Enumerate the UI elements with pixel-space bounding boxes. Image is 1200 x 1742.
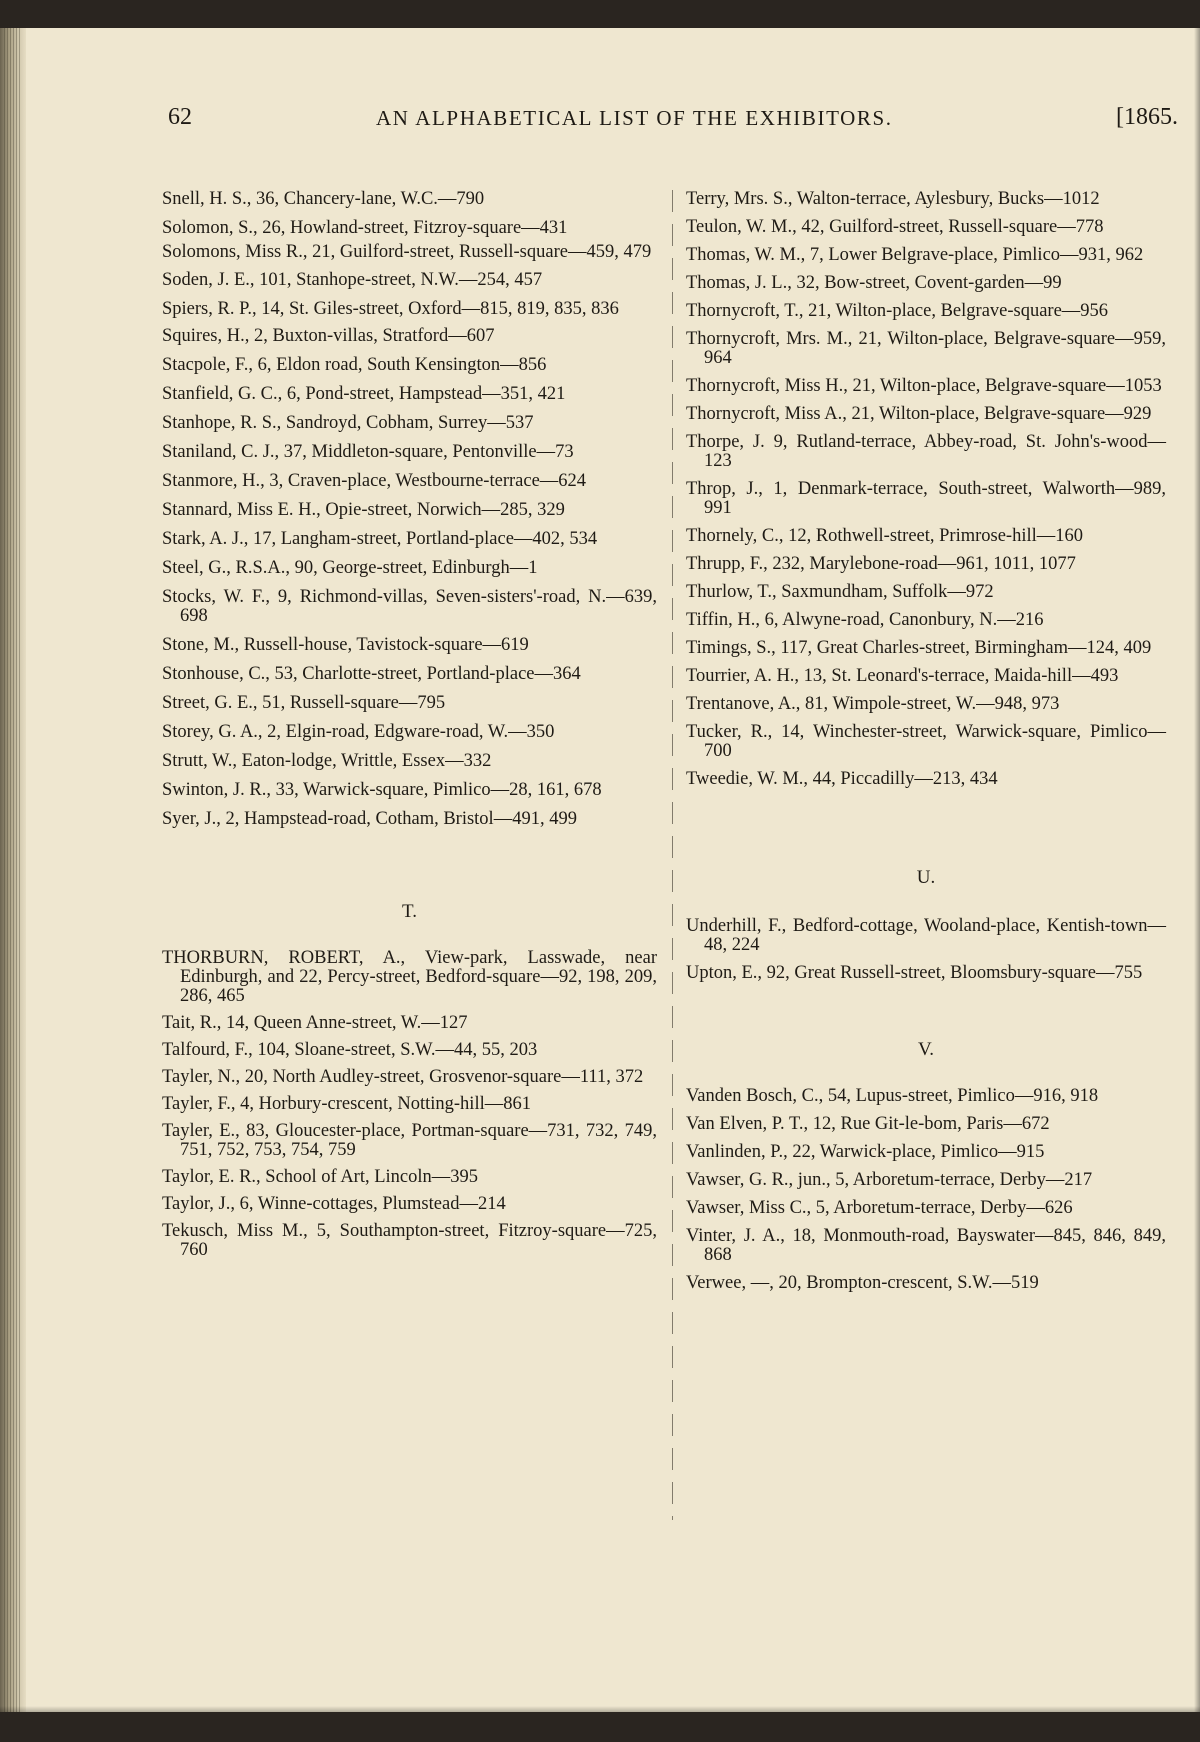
entry: Storey, G. A., 2, Elgin-road, Edgware-road, W.—350	[162, 722, 555, 742]
entry: Vawser, Miss C., 5, Arboretum-terrace, Derby—626	[686, 1198, 1073, 1218]
entry: Vinter, J. A., 18, Monmouth-road, Bayswater—845, 846, 849, 868	[686, 1226, 1166, 1265]
entry: Strutt, W., Eaton-lodge, Writtle, Essex—332	[162, 751, 492, 771]
entry: Vanden Bosch, C., 54, Lupus-street, Pimlico—916, 918	[686, 1086, 1099, 1106]
entry: Stannard, Miss E. H., Opie-street, Norwich—285, 329	[162, 500, 565, 520]
entry: Tait, R., 14, Queen Anne-street, W.—127	[162, 1013, 468, 1033]
right-column	[686, 190, 1166, 1293]
entry: Thorpe, J. 9, Rutland-terrace, Abbey-road, St. John's-wood—123	[686, 432, 1166, 471]
entry: Staniland, C. J., 37, Middleton-square, Pentonville—73	[162, 442, 574, 462]
entry: Stanfield, G. C., 6, Pond-street, Hampstead—351, 421	[162, 384, 566, 404]
entry: Tucker, R., 14, Winchester-street, Warwick-square, Pimlico—700	[686, 722, 1166, 761]
entry: Van Elven, P. T., 12, Rue Git-le-bom, Paris—672	[686, 1114, 1050, 1134]
entry: Vanlinden, P., 22, Warwick-place, Pimlico—915	[686, 1142, 1045, 1162]
entry: Tayler, N., 20, North Audley-street, Grosvenor-square—111, 372	[162, 1067, 644, 1087]
entry: Trentanove, A., 81, Wimpole-street, W.—948, 973	[686, 694, 1060, 714]
entry: Swinton, J. R., 33, Warwick-square, Pimlico—28, 161, 678	[162, 780, 602, 800]
entry: Thrupp, F., 232, Marylebone-road—961, 1011, 1077	[686, 554, 1076, 574]
page-bottom-shadow	[0, 1706, 1200, 1712]
entry: Stanhope, R. S., Sandroyd, Cobham, Surrey—537	[162, 413, 534, 433]
entry: Talfourd, F., 104, Sloane-street, S.W.—44, 55, 203	[162, 1040, 538, 1060]
entry: Underhill, F., Bedford-cottage, Wooland-place, Kentish-town—48, 224	[686, 916, 1166, 955]
entry: Thomas, W. M., 7, Lower Belgrave-place, Pimlico—931, 962	[686, 245, 1144, 265]
entry: Thornycroft, Miss A., 21, Wilton-place, Belgrave-square—929	[686, 404, 1152, 424]
entry: Thornycroft, T., 21, Wilton-place, Belgrave-square—956	[686, 301, 1109, 321]
page-edge-shadow	[1194, 28, 1200, 1712]
entry: Solomons, Miss R., 21, Guilford-street, Russell-square—459, 479	[162, 242, 652, 262]
entry: Tayler, E., 83, Gloucester-place, Portman-square—731, 732, 749, 751, 752, 753, 754, 759	[162, 1121, 657, 1160]
entry: Snell, H. S., 36, Chancery-lane, W.C.—790	[162, 189, 485, 209]
entry: Thornely, C., 12, Rothwell-street, Primrose-hill—160	[686, 526, 1084, 546]
entry: Stacpole, F., 6, Eldon road, South Kensington—856	[162, 355, 547, 375]
entry: Solomon, S., 26, Howland-street, Fitzroy-square—431	[162, 218, 568, 238]
year-marker: [1865.	[1116, 104, 1178, 130]
left-column	[162, 190, 657, 1260]
section-heading-t: T.	[402, 901, 417, 922]
entry: Steel, G., R.S.A., 90, George-street, Edinburgh—1	[162, 558, 538, 578]
column-divider	[672, 190, 673, 1520]
entry: Throp, J., 1, Denmark-terrace, South-street, Walworth—989, 991	[686, 479, 1166, 518]
entry: Teulon, W. M., 42, Guilford-street, Russell-square—778	[686, 217, 1104, 237]
section-heading-u: U.	[916, 867, 936, 888]
entry: Timings, S., 117, Great Charles-street, Birmingham—124, 409	[686, 638, 1152, 658]
entry: Tourrier, A. H., 13, St. Leonard's-terrace, Maida-hill—493	[686, 666, 1119, 686]
entry: Upton, E., 92, Great Russell-street, Bloomsbury-square—755	[686, 963, 1143, 983]
entry: Syer, J., 2, Hampstead-road, Cotham, Bristol—491, 499	[162, 809, 577, 829]
entry: Verwee, —, 20, Brompton-crescent, S.W.—519	[686, 1273, 1039, 1293]
entry: Stark, A. J., 17, Langham-street, Portland-place—402, 534	[162, 529, 598, 549]
entry: Thurlow, T., Saxmundham, Suffolk—972	[686, 582, 994, 602]
section-heading-v: V.	[917, 1039, 935, 1060]
book-spine	[0, 28, 26, 1712]
entry: Stone, M., Russell-house, Tavistock-square—619	[162, 635, 529, 655]
entry: Soden, J. E., 101, Stanhope-street, N.W.—254, 457	[162, 270, 543, 290]
entry: Stanmore, H., 3, Craven-place, Westbourne-terrace—624	[162, 471, 587, 491]
entry: Tayler, F., 4, Horbury-crescent, Notting-hill—861	[162, 1094, 531, 1114]
running-title: AN ALPHABETICAL LIST OF THE EXHIBITORS.	[376, 106, 893, 130]
entry: Stonhouse, C., 53, Charlotte-street, Portland-place—364	[162, 664, 581, 684]
entry: Thornycroft, Mrs. M., 21, Wilton-place, Belgrave-square—959, 964	[686, 329, 1166, 368]
entry: Tweedie, W. M., 44, Piccadilly—213, 434	[686, 769, 998, 789]
entry: Stocks, W. F., 9, Richmond-villas, Seven-sisters'-road, N.—639, 698	[162, 587, 657, 626]
entry: THORBURN, ROBERT, A., View-park, Lasswade, near Edinburgh, and 22, Percy-street, Bedford-square—92, 198, 209, 286, 465	[162, 948, 657, 1006]
entry: Taylor, J., 6, Winne-cottages, Plumstead—214	[162, 1194, 506, 1214]
entry: Vawser, G. R., jun., 5, Arboretum-terrace, Derby—217	[686, 1170, 1093, 1190]
entry: Terry, Mrs. S., Walton-terrace, Aylesbury, Bucks—1012	[686, 189, 1100, 209]
entry: Spiers, R. P., 14, St. Giles-street, Oxford—815, 819, 835, 836	[162, 299, 619, 319]
entry: Thomas, J. L., 32, Bow-street, Covent-garden—99	[686, 273, 1062, 293]
entry: Thornycroft, Miss H., 21, Wilton-place, Belgrave-square—1053	[686, 376, 1162, 396]
page-number: 62	[168, 104, 192, 130]
entry: Tiffin, H., 6, Alwyne-road, Canonbury, N.—216	[686, 610, 1044, 630]
page-header	[168, 104, 1178, 144]
entry: Tekusch, Miss M., 5, Southampton-street, Fitzroy-square—725, 760	[162, 1221, 657, 1260]
entry: Squires, H., 2, Buxton-villas, Stratford—607	[162, 326, 495, 346]
entry: Street, G. E., 51, Russell-square—795	[162, 693, 446, 713]
entry: Taylor, E. R., School of Art, Lincoln—395	[162, 1167, 479, 1187]
